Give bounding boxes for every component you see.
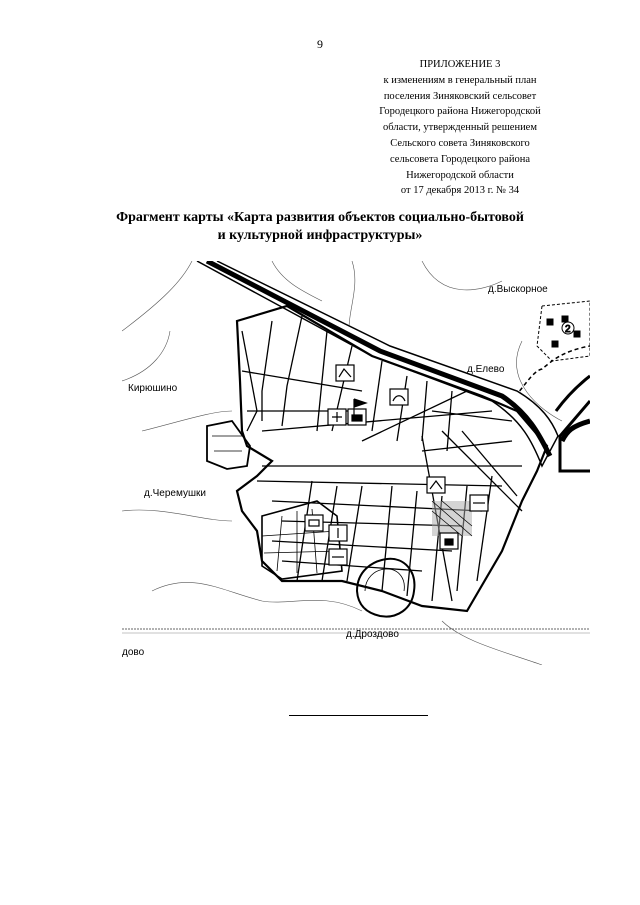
map-fragment (122, 261, 590, 665)
town-center (432, 501, 472, 536)
appendix-line: области, утвержденный решением (383, 122, 537, 134)
shop-icon (329, 549, 347, 565)
kindergarten-icon (390, 389, 408, 405)
appendix-line: поселения Зиняковский сельсовет (383, 90, 537, 102)
map-title (60, 209, 580, 245)
appendix-line: Сельского совета Зиняковского (390, 137, 530, 149)
appendix-line: от 17 декабря 2013 г. № 34 (400, 185, 520, 197)
route-marker-number: 2 (565, 324, 571, 335)
page-number: 9 (317, 37, 323, 51)
appendix-line: к изменениям в генеральный план (383, 74, 537, 86)
clinic-icon (329, 525, 347, 541)
label-dovo: дово (122, 647, 145, 658)
clinic-icon (328, 409, 346, 425)
appendix-line: Городецкого района Нижегородской (379, 106, 541, 118)
label-kiryushino: Кирюшино (128, 383, 178, 394)
appendix-line: ПРИЛОЖЕНИЕ 3 (419, 59, 501, 70)
shop-icon (348, 409, 366, 425)
label-elevo: д.Елево (467, 364, 505, 375)
school-icon (305, 515, 323, 531)
end-separator (289, 715, 428, 716)
school-icon (336, 365, 354, 381)
appendix-line: сельсовета Городецкого района (390, 153, 530, 165)
appendix-header (340, 57, 580, 199)
club-icon (427, 477, 445, 493)
label-cheremushki: д.Черемушки (144, 488, 206, 499)
sports-icon (470, 495, 488, 511)
map-title-line-2: и культурной инфраструктуры» (217, 228, 423, 243)
label-vyskornoe: д.Выскорное (488, 284, 548, 295)
label-drozdovo: д.Дроздово (346, 629, 399, 640)
map-title-line-1: Фрагмент карты «Карта развития объектов социально-бытовой (116, 210, 524, 225)
flag-icon (440, 533, 458, 549)
appendix-line: Нижегородской области (406, 169, 514, 181)
